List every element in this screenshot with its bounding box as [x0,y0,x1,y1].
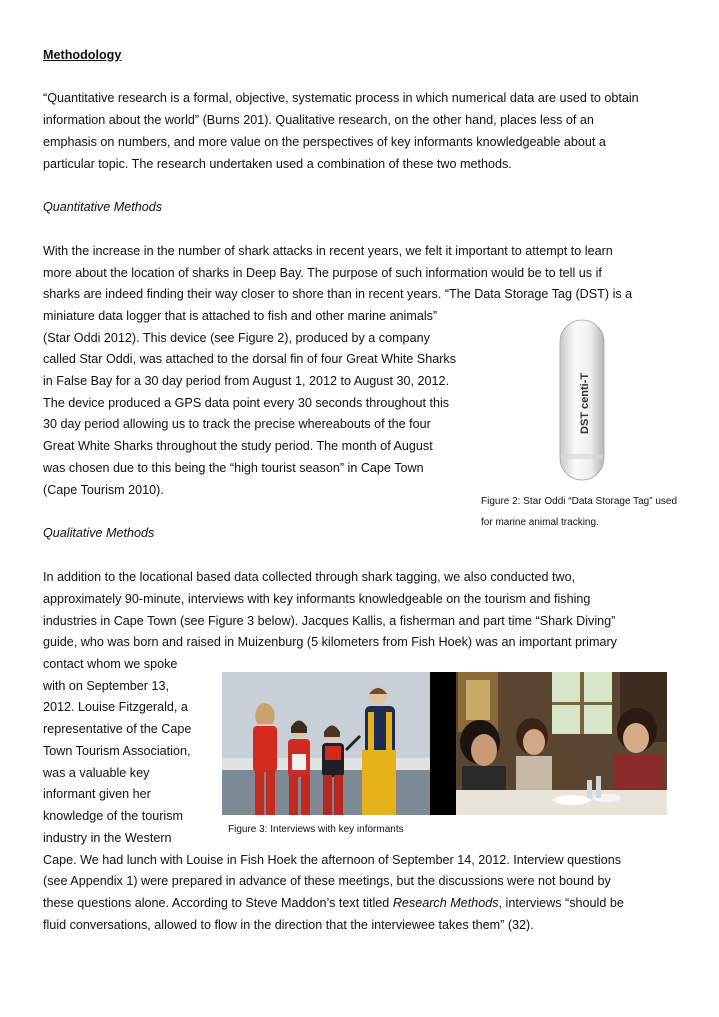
text-span: , interviews “should be [498,896,624,910]
text-line: was a valuable key [43,766,150,780]
text-line: 2012. Louise Fitzgerald, a [43,700,188,714]
text-line: more about the location of sharks in Deep Bay. The purpose of such information would be to tell us if [43,266,602,280]
text-line: information about the world” (Burns 201). Qualitative research, on the other hand, places less of an [43,113,594,127]
text-line: approximately 90-minute, interviews with key informants knowledgeable on the tourism and fishing [43,592,591,606]
text-line: knowledge of the tourism [43,809,184,823]
text-span: these questions alone. According to Steve Maddon’s text titled [43,896,393,910]
figure2-caption: Figure 2: Star Oddi “Data Storage Tag” used [481,496,678,507]
text-line: industry in the Western [43,831,172,845]
text-line [43,895,624,911]
text-line: With the increase in the number of shark attacks in recent years, we felt it important to attempt to learn [43,244,613,258]
text-line: informant given her [43,787,151,801]
text-line: “Quantitative research is a formal, objective, systematic process in which numerical data are used to obtain [43,91,639,105]
text-line: (Cape Tourism 2010). [43,483,164,497]
text-line: in False Bay for a 30 day period from August 1, 2012 to August 30, 2012. [43,374,450,388]
figure2-caption: for marine animal tracking. [481,517,599,528]
boat-interview-photo [222,672,430,815]
text-line: In addition to the locational based data collected through shark tagging, we also conducted two, [43,570,576,584]
text-line: was chosen due to this being the “high tourist season” in Cape Town [43,461,424,475]
lunch-photo [456,672,667,815]
book-title: Research Methods [392,896,499,910]
subheading-quantitative: Quantitative Methods [43,200,163,214]
text-line: guide, who was born and raised in Muizenburg (5 kilometers from Fish Hoek) was an important primary [43,635,617,649]
text-line: 30 day period allowing us to track the precise whereabouts of the four [43,417,431,431]
interview-photos [222,672,667,815]
text-line: with on September 13, [43,679,170,693]
text-line: Town Tourism Association, [43,744,191,758]
device-label: DST centi-T [579,372,591,434]
text-line: sharks are indeed finding their way closer to shore than in recent years. “The Data Storage Tag (DST) is a [43,287,633,301]
text-line: industries in Cape Town (see Figure 3 below). Jacques Kallis, a fisherman and part time “Shark Diving” [43,614,616,628]
figure3-caption: Figure 3: Interviews with key informants [228,824,404,835]
section-heading: Methodology [43,48,122,62]
dst-device-image [556,318,608,482]
text-line: (see Appendix 1) were prepared in advance of these meetings, but the discussions were not bound by [43,874,611,888]
text-line: called Star Oddi, was attached to the dorsal fin of four Great White Sharks [43,352,456,366]
subheading-qualitative: Qualitative Methods [43,526,155,540]
text-line: The device produced a GPS data point every 30 seconds throughout this [43,396,450,410]
text-line: emphasis on numbers, and more value on the perspectives of key informants knowledgeable about a [43,135,606,149]
text-line: (Star Oddi 2012). This device (see Figure 2), produced by a company [43,331,430,345]
text-line: Cape. We had lunch with Louise in Fish Hoek the afternoon of September 14, 2012. Interview questions [43,853,622,867]
text-line: fluid conversations, allowed to flow in the direction that the interviewee takes them” (32). [43,918,534,932]
text-line: contact whom we spoke [43,657,178,671]
text-line: Great White Sharks throughout the study period. The month of August [43,439,433,453]
text-line: miniature data logger that is attached to fish and other marine animals” [43,309,438,323]
text-line: particular topic. The research undertaken used a combination of these two methods. [43,157,512,171]
text-line: representative of the Cape [43,722,192,736]
